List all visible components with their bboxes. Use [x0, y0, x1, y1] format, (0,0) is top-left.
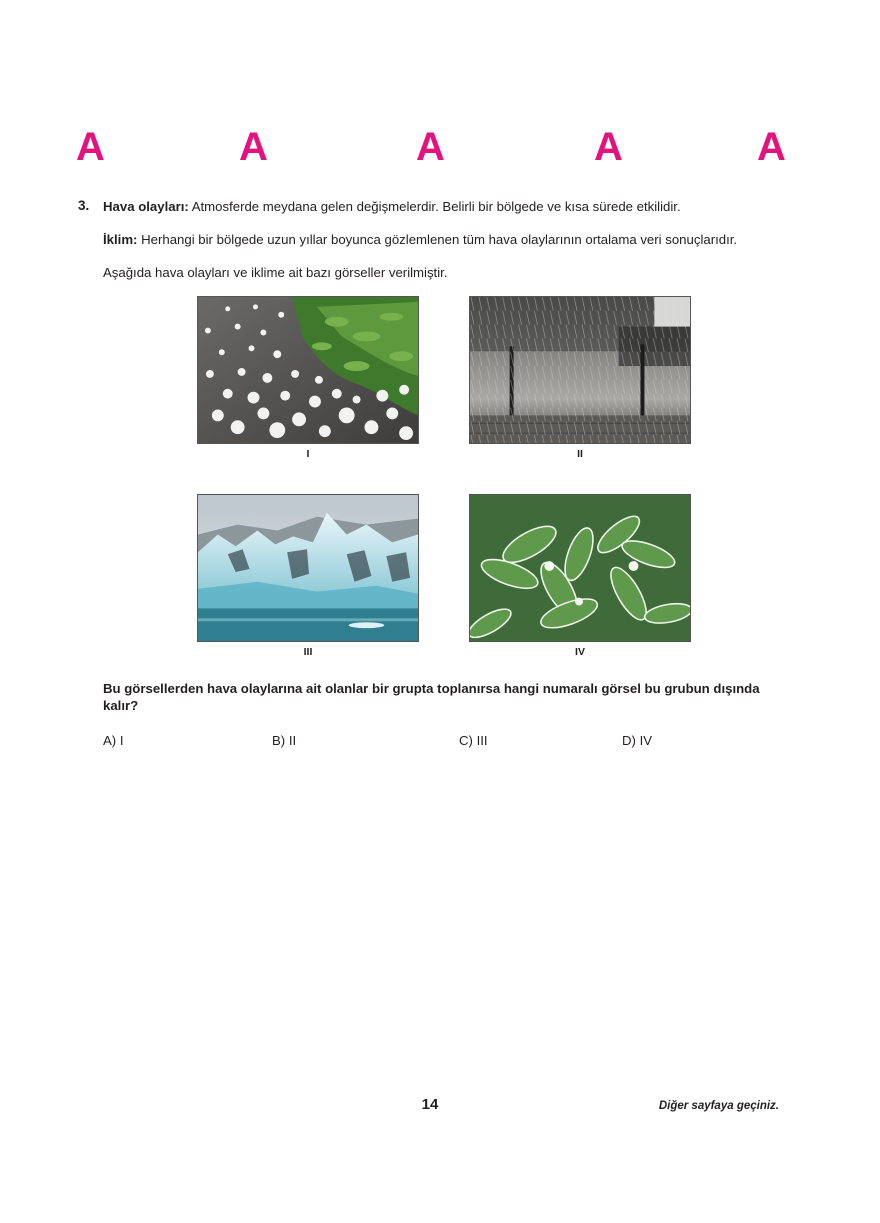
answer-choice-b[interactable]: B) II: [272, 733, 297, 748]
page-number: 14: [421, 1096, 439, 1113]
booklet-letter: A: [757, 125, 786, 169]
glacier-photo: [197, 494, 419, 642]
frost-photo: [469, 494, 691, 642]
definition-text: Atmosferde meydana gelen değişmelerdir. Belirli bir bölgede ve kısa sürede etkilidir.: [188, 199, 681, 214]
booklet-letter: A: [416, 125, 445, 169]
question-prompt: Bu görsellerden hava olaylarına ait olanlar bir grupta toplanırsa hangi numaralı görsel bu grubun dışında kalır?: [103, 681, 760, 713]
lead-sentence: Aşağıda hava olayları ve iklime ait bazı görseller verilmiştir.: [103, 265, 448, 280]
hail-photo: [197, 296, 419, 444]
rain-photo: [469, 296, 691, 444]
answer-choice-d[interactable]: D) IV: [622, 733, 653, 748]
question-number: 3.: [78, 198, 90, 213]
next-page-note: Diğer sayfaya geçiniz.: [658, 1100, 779, 1112]
photo-label: II: [577, 448, 583, 460]
booklet-type-letters: [0, 124, 880, 174]
definition-weather-events: [103, 198, 681, 216]
definition-climate: [103, 231, 737, 249]
booklet-letter: A: [239, 125, 268, 169]
booklet-letter: A: [76, 125, 105, 169]
definition-text: Herhangi bir bölgede uzun yıllar boyunca gözlemlenen tüm hava olaylarının ortalama veri sonuçlarıdır.: [137, 232, 738, 247]
photo-label: III: [303, 646, 313, 658]
booklet-letter: A: [594, 125, 623, 169]
photo-label: I: [306, 448, 310, 460]
answer-choice-c[interactable]: C) III: [459, 733, 488, 748]
definition-term: İklim:: [103, 232, 138, 247]
photo-label: IV: [575, 646, 585, 658]
definition-term: Hava olayları:: [103, 199, 189, 214]
answer-choice-a[interactable]: A) I: [103, 733, 124, 748]
